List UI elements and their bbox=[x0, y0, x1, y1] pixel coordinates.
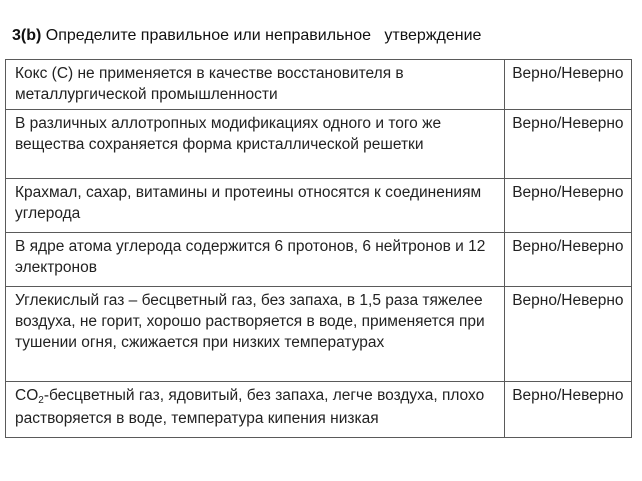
formula-subscript: 2 bbox=[38, 395, 44, 406]
statements-table bbox=[5, 59, 632, 438]
task-title: Определите правильное или неправильное утверждение bbox=[45, 27, 482, 44]
answer-choice: Верно/Неверно bbox=[505, 382, 632, 438]
statement-text: Крахмал, сахар, витамины и протеины относятся к соединениям углерода bbox=[6, 179, 505, 233]
table-row bbox=[6, 382, 632, 438]
statement-text: -бесцветный газ, ядовитый, без запаха, легче воздуха, плохо растворяется в воде, температура кипения низкая bbox=[15, 387, 485, 427]
statement-text: В ядре атома углерода содержится 6 протонов, 6 нейтронов и 12 электронов bbox=[6, 233, 505, 287]
statement-text: Кокс (С) не применяется в качестве восстановителя в металлургической промышленности bbox=[6, 60, 505, 110]
table-row bbox=[6, 60, 632, 110]
statement-cell bbox=[6, 382, 505, 438]
answer-choice: Верно/Неверно bbox=[505, 179, 632, 233]
table-row bbox=[6, 110, 632, 179]
answer-choice: Верно/Неверно bbox=[505, 233, 632, 287]
task-number: 3(b) bbox=[12, 27, 42, 44]
answer-choice: Верно/Неверно bbox=[505, 110, 632, 179]
task-heading bbox=[12, 26, 481, 46]
answer-choice: Верно/Неверно bbox=[505, 60, 632, 110]
formula-co: CO bbox=[15, 387, 39, 404]
table-row bbox=[6, 233, 632, 287]
table-row bbox=[6, 287, 632, 382]
table-row bbox=[6, 179, 632, 233]
statement-text: Углекислый газ – бесцветный газ, без запаха, в 1,5 раза тяжелее воздуха, не горит, хорошо растворяется в воде, применяется при тушении огня, сжижается при низких температурах bbox=[6, 287, 505, 382]
statement-text: В различных аллотропных модификациях одного и того же вещества сохраняется форма кристаллической решетки bbox=[6, 110, 505, 179]
answer-choice: Верно/Неверно bbox=[505, 287, 632, 382]
